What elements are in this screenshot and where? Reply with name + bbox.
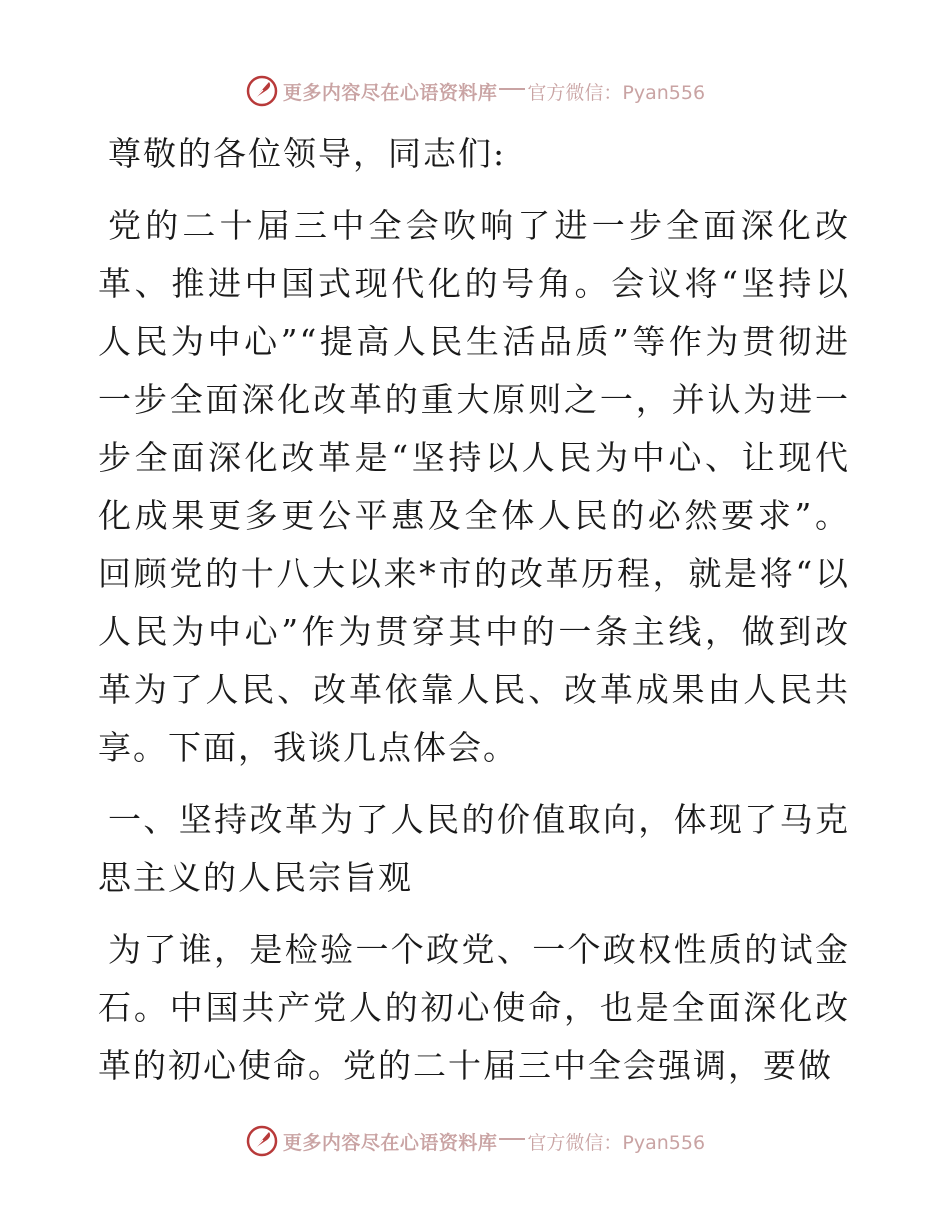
- watermark-wechat-text: 官方微信：Pyan556: [527, 81, 706, 104]
- watermark-site-text: 更多内容尽在心语资料库: [282, 1131, 498, 1154]
- paragraph-1: 党的二十届三中全会吹响了进一步全面深化改革、推进中国式现代化的号角。会议将“坚持以人民为中心”“提高人民生活品质”等作为贯彻进一步全面深化改革的重大原则之一，并认为进一步全面深化改革是“坚持以人民为中心、让现代化成果更多更公平惠及全体人民的必然要求”。回顾党的十八大以来*市的改革历程，就是将“以人民为中心”作为贯穿其中的一条主线，做到改革为了人民、改革依靠人民、改革成果由人民共享。下面，我谈几点体会。: [98, 206, 850, 767]
- paragraph-gap: [98, 183, 850, 197]
- feather-pen-logo-icon: [245, 74, 279, 108]
- header-watermark: [0, 71, 950, 111]
- watermark-dash: [499, 1138, 525, 1140]
- paragraph-gap: [98, 907, 850, 921]
- paragraph-gap: [98, 777, 850, 791]
- watermark-wechat-text: 官方微信：Pyan556: [527, 1131, 706, 1154]
- feather-pen-logo-icon: [245, 1124, 279, 1158]
- document-body: [98, 125, 850, 1095]
- footer-watermark: [0, 1121, 950, 1161]
- greeting: 尊敬的各位领导，同志们:: [108, 134, 507, 173]
- section-heading-1: 一、坚持改革为了人民的价值取向，体现了马克思主义的人民宗旨观: [98, 800, 850, 897]
- watermark-dash: [499, 88, 525, 90]
- paragraph-2: 为了谁，是检验一个政党、一个政权性质的试金石。中国共产党人的初心使命，也是全面深化改革的初心使命。党的二十届三中全会强调，要做: [98, 930, 850, 1085]
- watermark-site-text: 更多内容尽在心语资料库: [282, 81, 498, 104]
